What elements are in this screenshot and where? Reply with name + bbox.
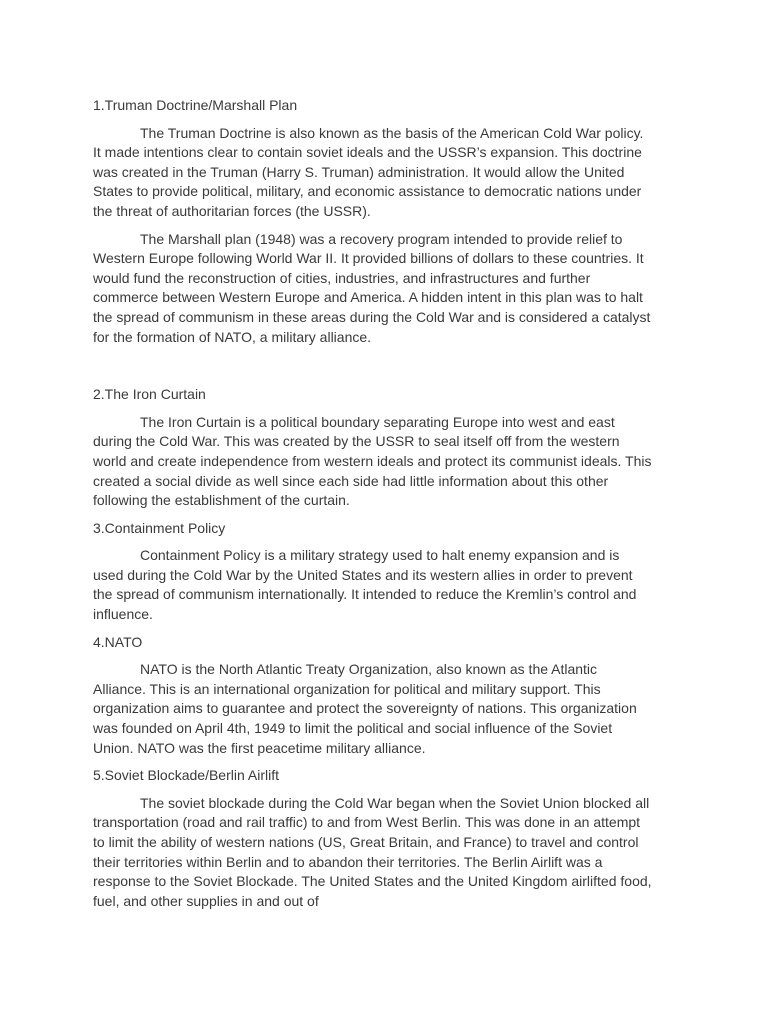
paragraph: NATO is the North Atlantic Treaty Organization, also known as the Atlantic Alliance. This is an international organization for political and military support. This organization aims to guarantee and protect the sovereignty of nations. This organization was founded on April 4th, 1949 to limit the political and social influence of the Soviet Union. NATO was the first peacetime military alliance. (93, 661, 637, 756)
section-heading: 4.NATO (93, 633, 143, 650)
paragraph: Containment Policy is a military strategy used to halt enemy expansion and is used during the Cold War by the United States and its western allies in order to prevent the spread of communism internationally. It intended to reduce the Kremlin’s control and influence. (93, 547, 637, 623)
paragraph: The Marshall plan (1948) was a recovery program intended to provide relief to Western Europe following World War II. It provided billions of dollars to these countries. It would fund the reconstruction of cities, industries, and infrastructures and further commerce between Western Europe and America. A hidden intent in this plan was to halt the spread of communism in these areas during the Cold War and is considered a catalyst for the formation of NATO, a military alliance. (93, 230, 651, 345)
section-soviet-blockade-berlin-airlift (93, 766, 653, 911)
section-heading: 1.Truman Doctrine/Marshall Plan (93, 97, 298, 113)
section-heading: 3.Containment Policy (93, 519, 226, 536)
section-heading: 2.The Iron Curtain (93, 386, 206, 403)
document-body (93, 96, 653, 919)
section-iron-curtain (93, 385, 653, 511)
paragraph: The Truman Doctrine is also known as the basis of the American Cold War policy. It made intentions clear to contain soviet ideals and the USSR’s expansion. This doctrine was created in the Truman (Harry S. Truman) administration. It would allow the United States to provide political, military, and economic assistance to democratic nations under the threat of authoritarian forces (the USSR). (93, 124, 644, 219)
section-heading: 5.Soviet Blockade/Berlin Airlift (93, 767, 279, 784)
section-nato (93, 633, 653, 759)
paragraph: The soviet blockade during the Cold War began when the Soviet Union blocked all transportation (road and rail traffic) to and from West Berlin. This was done in an attempt to limit the ability of western nations (US, Great Britain, and France) to travel and control their territories within Berlin and to abandon their territories. The Berlin Airlift was a response to the Soviet Blockade. The United States and the United Kingdom airlifted food, fuel, and other supplies in and out of (93, 794, 652, 909)
section-truman-doctrine-marshall-plan (93, 96, 653, 347)
blank-line (93, 355, 653, 385)
section-containment-policy (93, 519, 653, 625)
paragraph: The Iron Curtain is a political boundary separating Europe into west and east during the Cold War. This was created by the USSR to seal itself off from the western world and create independence from western ideals and protect its communist ideals. This created a social divide as well since each side had little information about this other following the establishment of the curtain. (93, 413, 652, 509)
